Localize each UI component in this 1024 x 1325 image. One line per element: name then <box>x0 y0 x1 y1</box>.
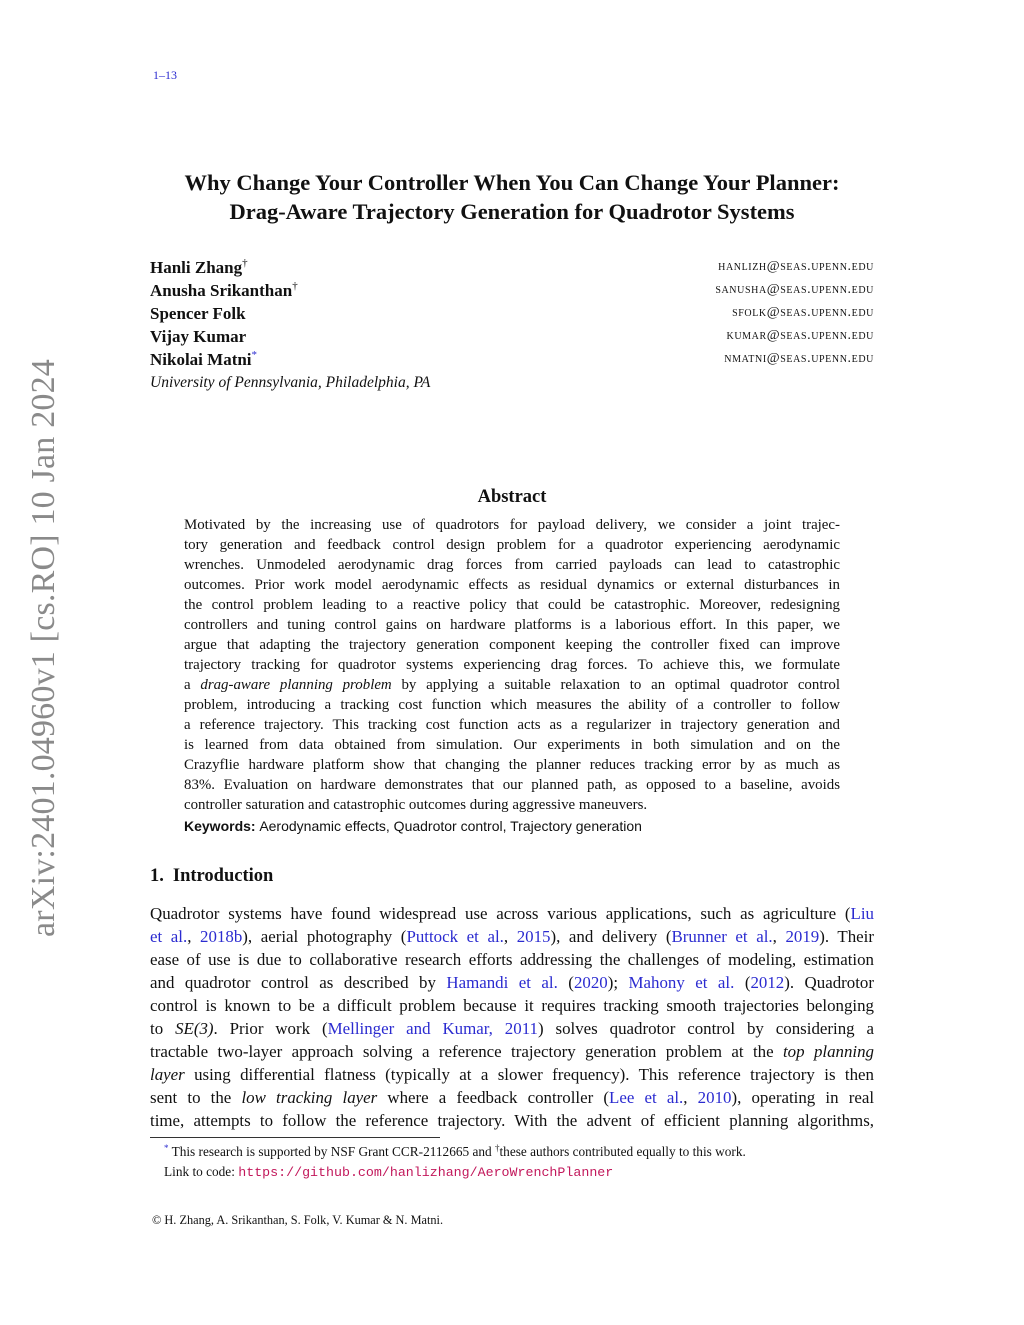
author-row <box>150 256 874 279</box>
keywords-value: Aerodynamic effects, Quadrotor control, Trajectory generation <box>259 818 642 834</box>
abstract-line: wrenches. Unmodeled aerodynamic drag forces from carried payloads can lead to catastrophic <box>184 557 840 573</box>
section-number: 1. <box>150 866 164 886</box>
abstract-line: argue that adapting the trajectory generation component keeping the controller fixed can improve <box>184 637 840 653</box>
citation-link[interactable]: Liu <box>850 904 874 923</box>
intro-line: layer using differential flatness (typically at a slower frequency). This reference trajectory is then <box>150 1065 874 1084</box>
footnote <box>164 1142 746 1183</box>
author-row <box>150 348 874 371</box>
author-name: Nikolai Matni* <box>150 349 258 369</box>
title-line-2: Drag-Aware Trajectory Generation for Quadrotor Systems <box>229 199 795 224</box>
keywords <box>184 818 642 836</box>
citation-link[interactable]: Brunner et al. <box>671 927 773 946</box>
intro-line: to SE(3). Prior work (Mellinger and Kumar, 2011) solves quadrotor control by considering a <box>150 1019 875 1038</box>
abstract-line: a drag-aware planning problem by applying a suitable relaxation to an optimal quadrotor control <box>184 677 840 693</box>
introduction-body <box>150 902 874 1132</box>
author-email: hanlizh@seas.upenn.edu <box>718 259 874 274</box>
abstract-line: a reference trajectory. This tracking cost function acts as a regularizer in trajectory generation and <box>184 717 840 733</box>
citation-link[interactable]: Lee et al. <box>609 1088 684 1107</box>
abstract-body <box>184 515 840 815</box>
abstract-line: trajectory tracking for quadrotor systems experiencing drag forces. To achieve this, we formulate <box>184 657 840 673</box>
intro-line: sent to the low tracking layer where a feedback controller (Lee et al., 2010), operating in real <box>150 1088 875 1107</box>
citation-link[interactable]: Mellinger and Kumar, 2011 <box>327 1019 538 1038</box>
citation-link[interactable]: 2015 <box>516 927 551 946</box>
author-name: Spencer Folk <box>150 304 246 323</box>
keywords-label: Keywords: <box>184 818 256 834</box>
abstract-line: the control problem leading to a reactive policy that could be catastrophic. Moreover, redesigning <box>184 597 840 613</box>
emphasis: drag-aware planning problem <box>200 677 392 693</box>
abstract-line: Crazyflie hardware platform show that changing the planner reduces tracking error by as much as <box>184 757 840 773</box>
author-name: Anusha Srikanthan† <box>150 280 298 300</box>
abstract-line: controllers and tuning control gains on hardware platforms is a laborious effort. In this paper, we <box>184 617 840 633</box>
title-line-1: Why Change Your Controller When You Can Change Your Planner: <box>184 170 840 195</box>
author-row <box>150 302 874 325</box>
author-block <box>150 256 874 395</box>
intro-line: time, attempts to follow the reference trajectory. With the advent of efficient planning algorithms, <box>150 1111 874 1130</box>
citation-link[interactable]: Puttock et al. <box>406 927 504 946</box>
intro-line: Quadrotor systems have found widespread use across various applications, such as agriculture (Liu <box>150 904 874 923</box>
page-range: 1–13 <box>153 68 177 82</box>
abstract-line: problem, introducing a tracking cost function which measures the ability of a controller to follow <box>184 697 840 713</box>
abstract-line: is learned from data obtained from simulation. Our experiments in both simulation and on the <box>184 737 840 753</box>
intro-line: and quadrotor control as described by Hamandi et al. (2020); Mahony et al. (2012). Quadrotor <box>150 973 874 992</box>
abstract-line: 83%. Evaluation on hardware demonstrates that our planned path, as opposed to a baseline, avoids <box>184 777 840 793</box>
intro-line: control is known to be a difficult problem because it requires tracking smooth trajectories belonging <box>150 996 874 1015</box>
intro-line: tractable two-layer approach solving a reference trajectory generation problem at the top planning <box>150 1042 874 1061</box>
code-repository-link[interactable]: https://github.com/hanlizhang/AeroWrenchPlanner <box>238 1165 614 1180</box>
affiliation: University of Pennsylvania, Philadelphia, PA <box>150 374 431 391</box>
footnote-star: * <box>164 1143 169 1153</box>
citation-link[interactable]: 2012 <box>750 973 785 992</box>
author-row <box>150 279 874 302</box>
abstract-line: controller saturation and catastrophic outcomes during aggressive maneuvers. <box>184 797 648 813</box>
emphasis: low tracking layer <box>241 1088 378 1107</box>
emphasis: layer <box>150 1065 185 1084</box>
citation-link[interactable]: Mahony et al. <box>628 973 735 992</box>
dagger-mark: † <box>242 257 248 269</box>
author-email: sfolk@seas.upenn.edu <box>732 305 874 320</box>
footnote-divider <box>150 1137 440 1138</box>
citation-link[interactable]: 2020 <box>573 973 608 992</box>
author-email: nmatni@seas.upenn.edu <box>724 351 874 366</box>
intro-line: ease of use is due to collaborative research efforts addressing the challenges of modeling, estimation <box>150 950 874 969</box>
section-heading <box>150 866 273 887</box>
citation-link[interactable]: 2018b <box>200 927 243 946</box>
paper-title <box>150 168 874 226</box>
abstract-line: tory generation and feedback control design problem for a quadrotor experiencing aerodynamic <box>184 537 840 553</box>
math-expression: SE(3) <box>175 1019 214 1038</box>
dagger-mark: † <box>292 280 298 292</box>
citation-link[interactable]: Hamandi et al. <box>446 973 558 992</box>
abstract-line: outcomes. Prior work model aerodynamic effects as residual dynamics or external disturbances in <box>184 577 840 593</box>
emphasis: top planning <box>782 1042 874 1061</box>
abstract-line: Motivated by the increasing use of quadrotors for payload delivery, we consider a joint trajec- <box>184 517 840 533</box>
intro-line: et al., 2018b), aerial photography (Puttock et al., 2015), and delivery (Brunner et al., 2019). Their <box>150 927 874 946</box>
author-row <box>150 325 874 348</box>
arxiv-identifier-stamp: arXiv:2401.04960v1 [cs.RO] 10 Jan 2024 <box>25 359 62 937</box>
author-email: sanusha@seas.upenn.edu <box>715 282 874 297</box>
author-name: Hanli Zhang† <box>150 257 248 277</box>
footnote-star-link[interactable]: * <box>251 349 258 361</box>
footnote-dagger: † <box>494 1143 500 1153</box>
copyright-notice: © H. Zhang, A. Srikanthan, S. Folk, V. Kumar & N. Matni. <box>152 1213 444 1227</box>
author-name: Vijay Kumar <box>150 327 247 346</box>
footnote-code-link: Link to code: https://github.com/hanlizhang/AeroWrenchPlanner <box>164 1164 614 1180</box>
section-title: Introduction <box>172 866 274 886</box>
citation-link[interactable]: 2019 <box>785 927 820 946</box>
citation-link[interactable]: et al. <box>150 927 188 946</box>
citation-link[interactable]: 2010 <box>697 1088 732 1107</box>
footnote-funding: * This research is supported by NSF Grant CCR-2112665 and †these authors contributed equally to this work. <box>164 1143 746 1159</box>
abstract-heading: Abstract <box>477 487 547 507</box>
author-email: kumar@seas.upenn.edu <box>726 328 874 343</box>
